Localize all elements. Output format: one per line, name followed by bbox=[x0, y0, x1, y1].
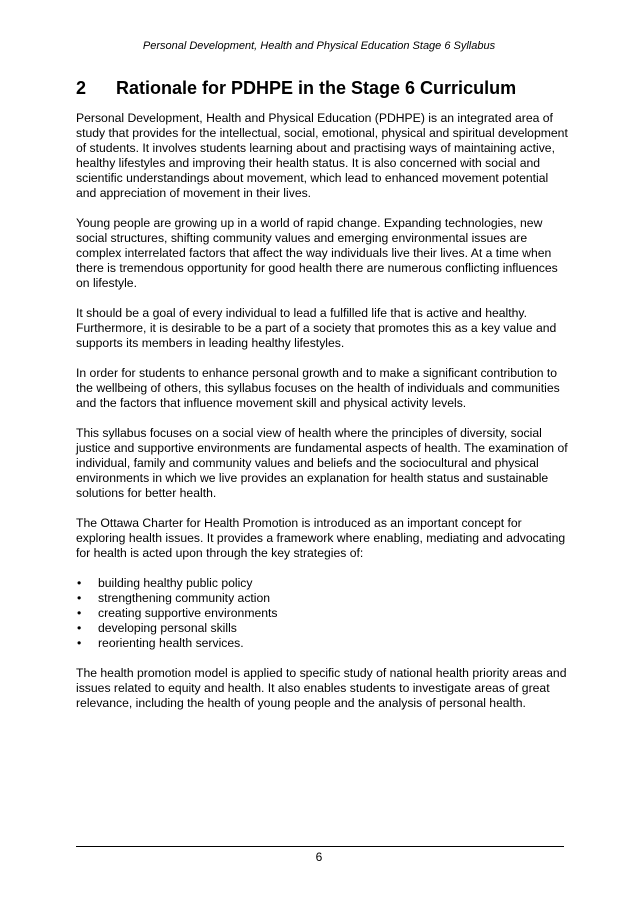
section-number: 2 bbox=[76, 78, 87, 98]
list-item bbox=[76, 621, 570, 636]
paragraph: This syllabus focuses on a social view of health where the principles of diversity, social justice and supportive environments are fundamental aspects of health. The examination of individual, family and community values and beliefs and the sociocultural and physical environments in which we live provides an explanation for health status and sustainable solutions for better health. bbox=[76, 426, 568, 500]
section-heading bbox=[76, 76, 576, 100]
list-item-text: building healthy public policy bbox=[98, 576, 253, 590]
bullet-icon: • bbox=[77, 591, 82, 605]
closing-paragraph: The health promotion model is applied to specific study of national health priority areas and issues related to equity and health. It also enables students to investigate areas of great relevance, including the health of young people and the analysis of personal health. bbox=[76, 666, 567, 710]
bullet-icon: • bbox=[77, 576, 82, 590]
section-body bbox=[76, 111, 570, 726]
bullet-icon: • bbox=[77, 606, 82, 620]
paragraph: In order for students to enhance personal growth and to make a significant contribution to the wellbeing of others, this syllabus focuses on the health of individuals and communities and the factors that influence movement skill and physical activity levels. bbox=[76, 366, 560, 410]
running-header: Personal Development, Health and Physical Education Stage 6 Syllabus bbox=[142, 40, 496, 52]
list-item bbox=[76, 606, 570, 621]
list-item-text: developing personal skills bbox=[98, 621, 237, 635]
bullet-icon: • bbox=[77, 636, 82, 650]
list-item bbox=[76, 591, 570, 606]
section-title: Rationale for PDHPE in the Stage 6 Curriculum bbox=[116, 78, 517, 98]
list-item-text: strengthening community action bbox=[98, 591, 271, 605]
list-item bbox=[76, 636, 570, 651]
strategy-list bbox=[76, 576, 570, 651]
footer-divider bbox=[76, 846, 564, 847]
bullet-icon: • bbox=[77, 621, 82, 635]
paragraph: Personal Development, Health and Physical Education (PDHPE) is an integrated area of study that provides for the intellectual, social, emotional, physical and spiritual development of students. It involves students learning about and practising ways of maintaining active, healthy lifestyles and improving their health status. It is also concerned with social and scientific understandings about movement, which lead to enhanced movement potential and appreciation of movement in their lives. bbox=[76, 111, 568, 200]
paragraph: The Ottawa Charter for Health Promotion is introduced as an important concept for exploring health issues. It provides a framework where enabling, mediating and advocating for health is acted upon through the key strategies of: bbox=[76, 516, 566, 560]
list-item bbox=[76, 576, 570, 591]
paragraph: It should be a goal of every individual to lead a fulfilled life that is active and healthy. Furthermore, it is desirable to be a part of a society that promotes this as a key value and supports its members in leading healthy lifestyles. bbox=[76, 306, 557, 350]
list-item-text: reorienting health services. bbox=[98, 636, 244, 650]
paragraph: Young people are growing up in a world of rapid change. Expanding technologies, new social structures, shifting community values and emerging environmental issues are complex interrelated factors that affect the way individuals live their lives. At a time when there is tremendous opportunity for good health there are numerous conflicting influences on lifestyle. bbox=[76, 216, 558, 290]
list-item-text: creating supportive environments bbox=[98, 606, 278, 620]
page-number: 6 bbox=[315, 850, 323, 864]
